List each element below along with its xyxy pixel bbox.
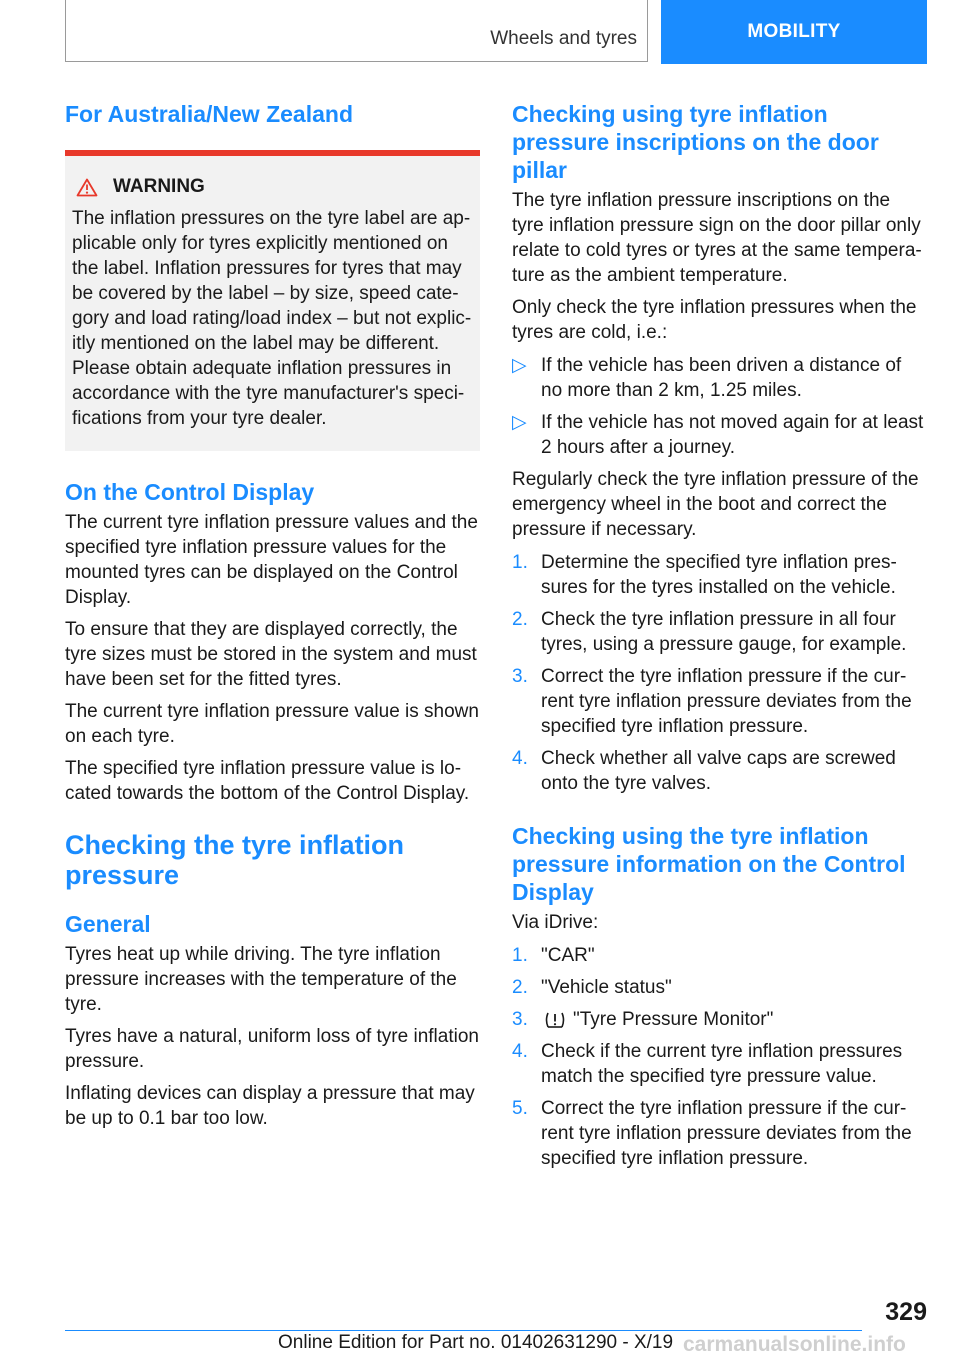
list-item: 2. "Vehicle status" [512,977,672,998]
list-item: 2. Check the tyre inflation pressure in all four tyres, using a pressure gauge, for example. [512,609,907,655]
heading-door-pillar: Checking using tyre inflation pressure inscriptions on the door pillar [512,101,879,183]
section-title: Wheels and tyres [490,28,637,49]
list-item: 3. "Tyre Pressure Monitor" [512,1009,774,1030]
via-idrive: Via iDrive: [512,912,599,933]
list-item: ▷ If the vehicle has been driven a distance of no more than 2 km, 1.25 miles. [512,355,902,401]
door-paragraph-3: Regularly check the tyre inflation pressure of the emergency wheel in the boot and correct the pressure if necessary. [512,469,919,540]
triangle-bullet-icon: ▷ [512,412,527,433]
list-item: 1. "CAR" [512,945,595,966]
general-paragraph-1: Tyres heat up while driving. The tyre inflation pressure increases with the temperature of the tyre. [65,944,457,1015]
list-item: ▷ If the vehicle has not moved again for at least 2 hours after a journey. [512,412,924,458]
footer-edition: Online Edition for Part no. 01402631290 - X/19 [278,1332,674,1353]
heading-control-display-check: Checking using the tyre inflation pressure information on the Control Display [512,823,906,905]
general-paragraph-2: Tyres have a natural, uniform loss of tyre inflation pressure. [65,1026,479,1072]
triangle-bullet-icon: ▷ [512,355,527,376]
list-item: 4. Check whether all valve caps are screwed onto the tyre valves. [512,748,896,794]
chapter-tab: MOBILITY [661,0,927,64]
watermark: carmanualsonline.info [683,1333,906,1356]
cd-paragraph-1: The current tyre inflation pressure values and the specified tyre inflation pressure values for the mounted tyres can be displayed on the Control Display. [65,512,478,608]
tyre-pressure-icon [543,1010,567,1030]
heading-control-display: On the Control Display [65,479,315,505]
general-paragraph-3: Inflating devices can display a pressure that may be up to 0.1 bar too low. [65,1083,475,1129]
page-header [65,0,927,64]
list-item: 5. Correct the tyre inflation pressure if the cur‐rent tyre inflation pressure deviates from the specified tyre inflation pressure. [512,1098,912,1169]
list-item: 1. Determine the specified tyre inflation pres‐sures for the tyres installed on the vehicle. [512,552,897,598]
idrive-steps-list [512,943,927,1171]
cd-paragraph-2: To ensure that they are displayed correctly, the tyre sizes must be stored in the system and must have been set for the fitted tyres. [65,619,477,690]
footer-divider [65,1330,862,1331]
door-paragraph-1: The tyre inflation pressure inscriptions on the tyre inflation pressure sign on the door pillar only relate to cold tyres or tyres at the same tempera‐ture as the ambient temperature. [512,190,922,286]
cold-conditions-list [512,353,927,460]
check-steps-list [512,550,927,796]
list-item: 4. Check if the current tyre inflation pressures match the specified tyre pressure value. [512,1041,903,1087]
heading-checking-pressure: Checking the tyre inflation pressure [65,830,405,890]
list-item: 3. Correct the tyre inflation pressure if the cur‐rent tyre inflation pressure deviates from the specified tyre inflation pressure. [512,666,912,737]
door-paragraph-2: Only check the tyre inflation pressures when the tyres are cold, i.e.: [512,297,917,343]
heading-general: General [65,911,151,937]
warning-triangle-icon [76,178,98,197]
right-column [512,100,927,1178]
warning-text: The inflation pressures on the tyre label are ap‐plicable only for tyres explicitly mentioned on the label. Inflation pressures for tyres that may be covered by the label – by size, speed cate‐gory and load rating/load index – but not explic‐itly mentioned on the label may be different. Please obtain adequate inflation pressures in accordance with the tyre manufacturer's speci‐fications from your tyre dealer. [72,208,472,429]
page-number: 329 [885,1298,927,1326]
warning-title: WARNING [113,176,205,197]
heading-australia: For Australia/New Zealand [65,101,353,127]
left-column [65,100,480,1138]
cd-paragraph-3: The current tyre inflation pressure value is shown on each tyre. [65,701,479,747]
cd-paragraph-4: The specified tyre inflation pressure value is lo‐cated towards the bottom of the Control Display. [65,758,470,804]
warning-box [65,156,480,451]
warning-header [72,176,472,198]
